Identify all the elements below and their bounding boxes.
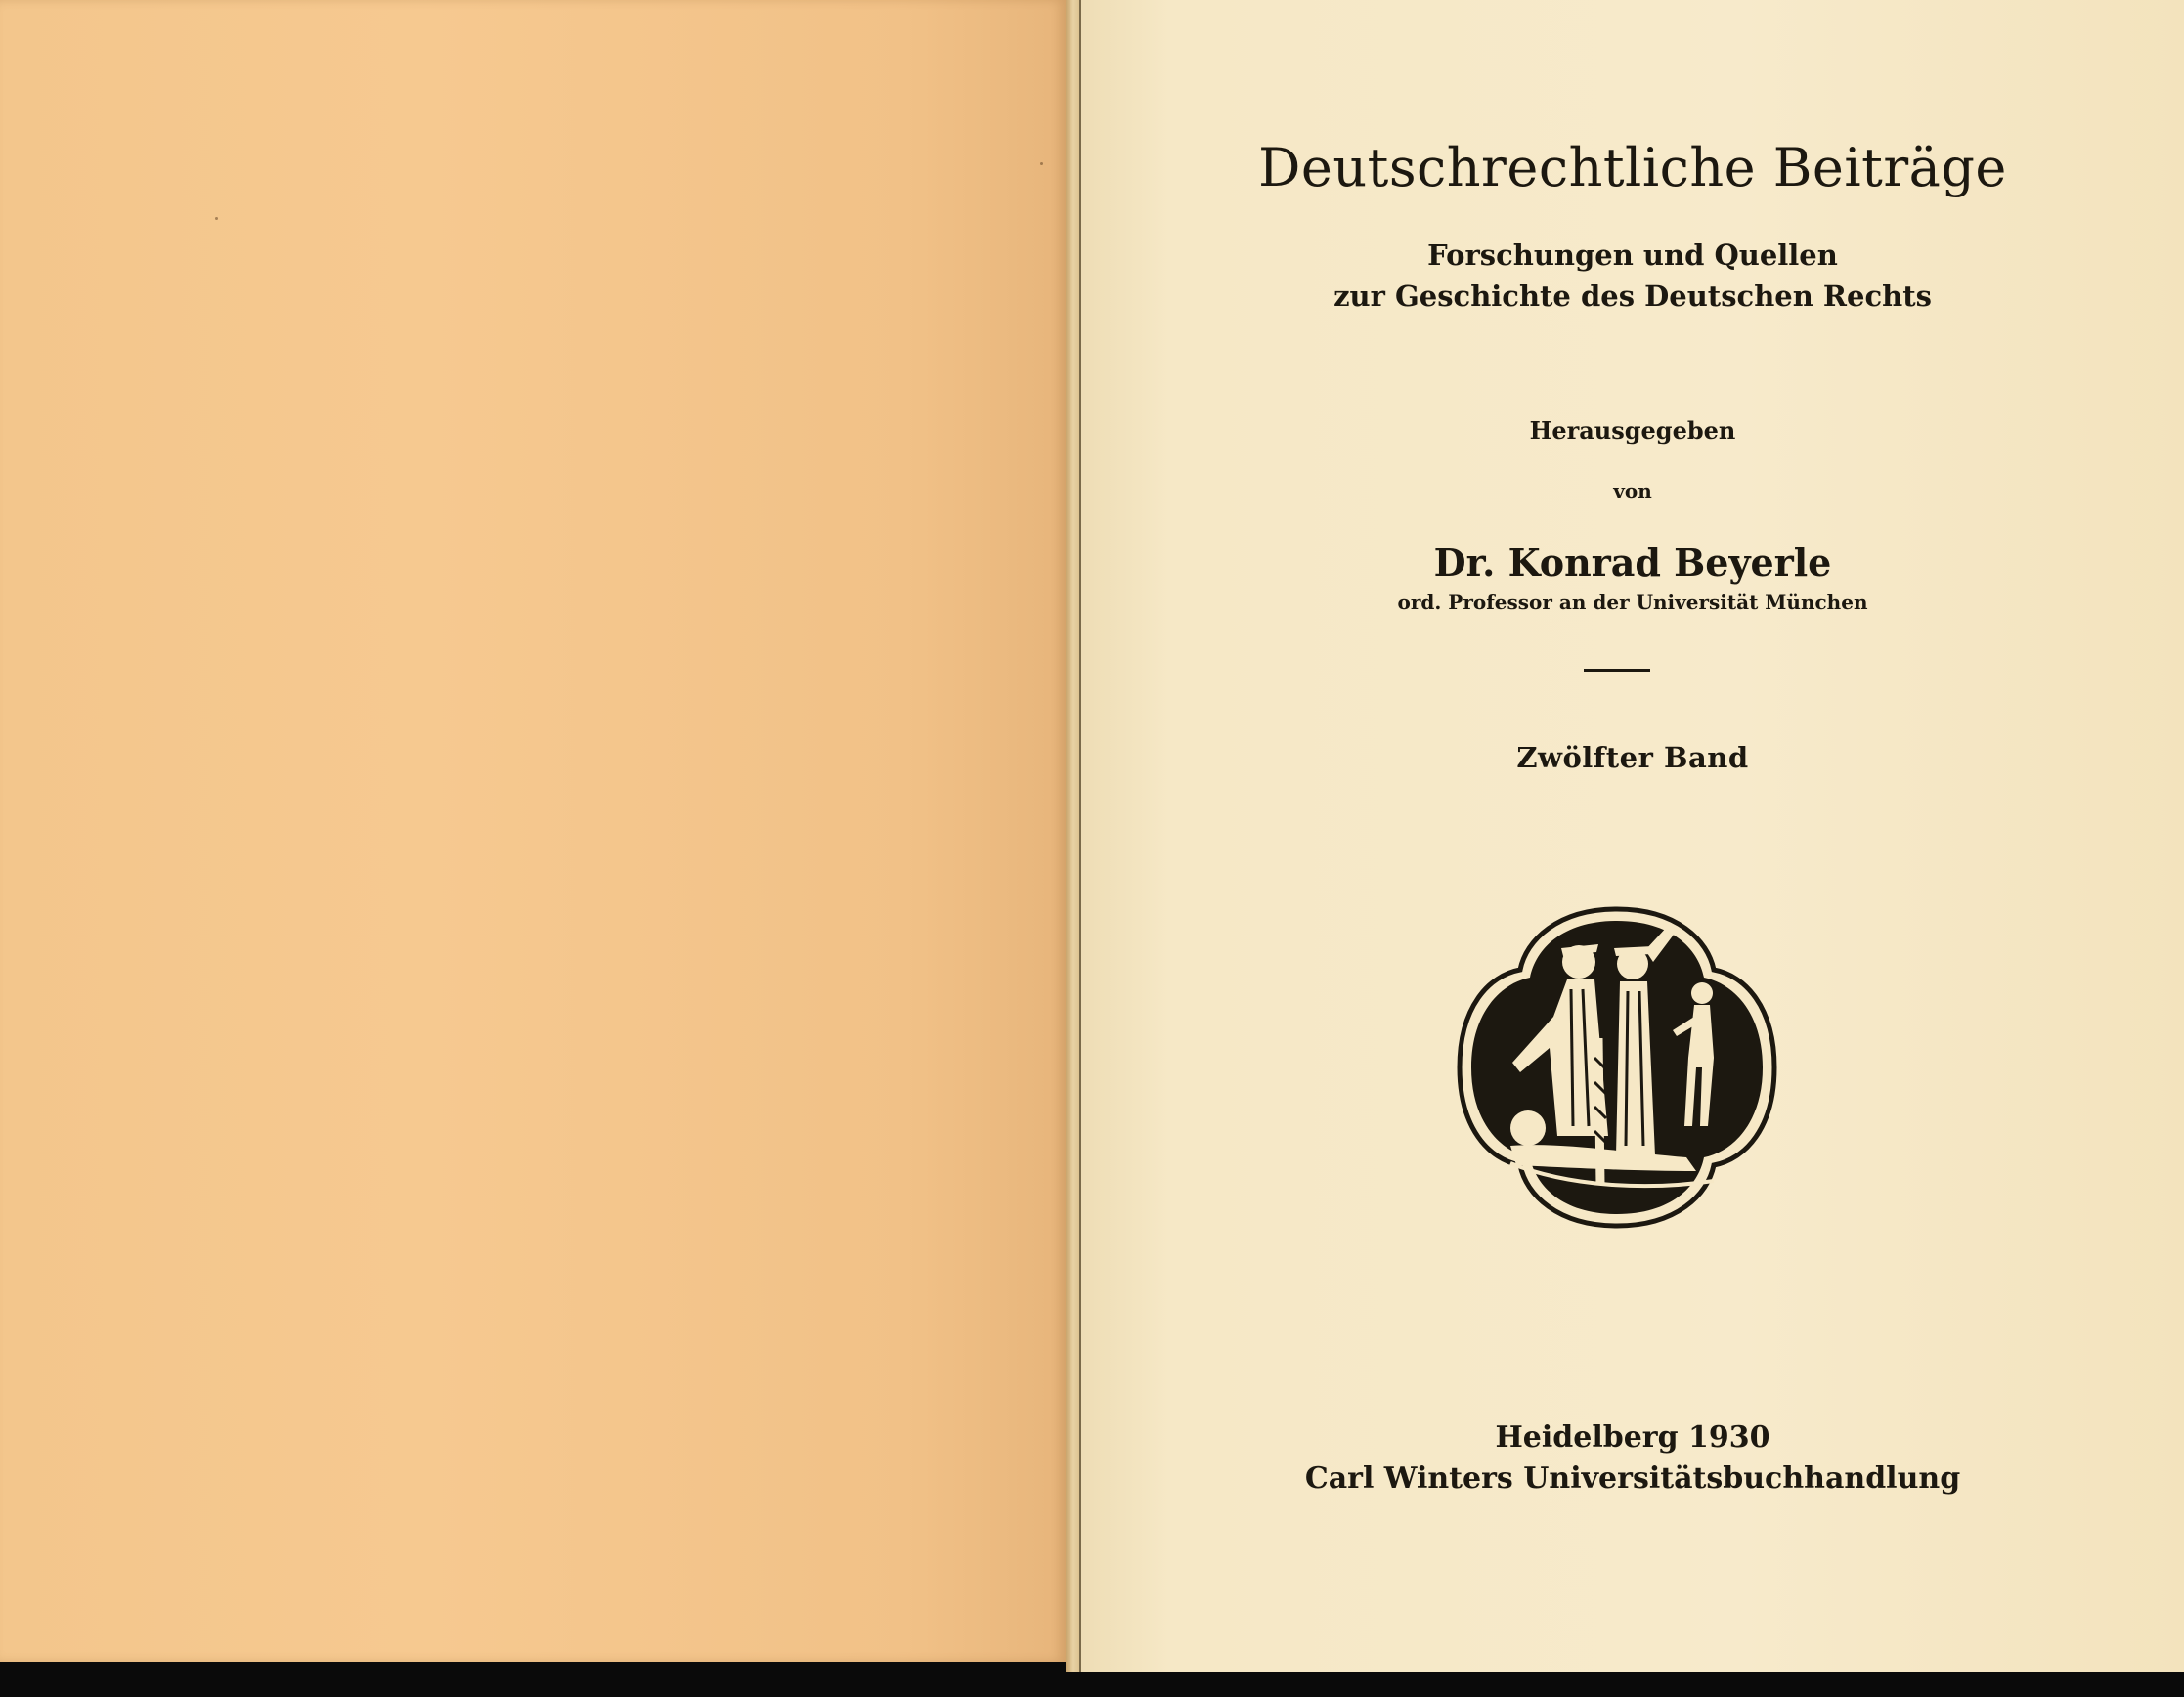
editor-role: ord. Professor an der Universität München (1397, 590, 1868, 614)
volume-label: Zwölfter Band (1516, 741, 1749, 774)
subtitle-line-1: Forschungen und Quellen (1427, 239, 1838, 272)
editor-label: Herausgegeben (1529, 416, 1736, 445)
subtitle-line-2: zur Geschichte des Deutschen Rechts (1333, 280, 1932, 313)
divider-rule (1584, 669, 1650, 672)
publisher: Carl Winters Universitätsbuchhandlung (1304, 1461, 1961, 1496)
editor-name: Dr. Konrad Beyerle (1433, 541, 1832, 585)
series-title: Deutschrechtliche Beiträge (1258, 137, 2007, 198)
seal-vignette-icon (1452, 901, 1782, 1234)
paper-speck (1040, 162, 1043, 165)
place-year: Heidelberg 1930 (1495, 1420, 1770, 1455)
title-page (1081, 0, 2184, 1672)
blank-endpaper (0, 0, 1066, 1662)
paper-speck (215, 217, 218, 220)
editor-connector: von (1613, 479, 1652, 502)
